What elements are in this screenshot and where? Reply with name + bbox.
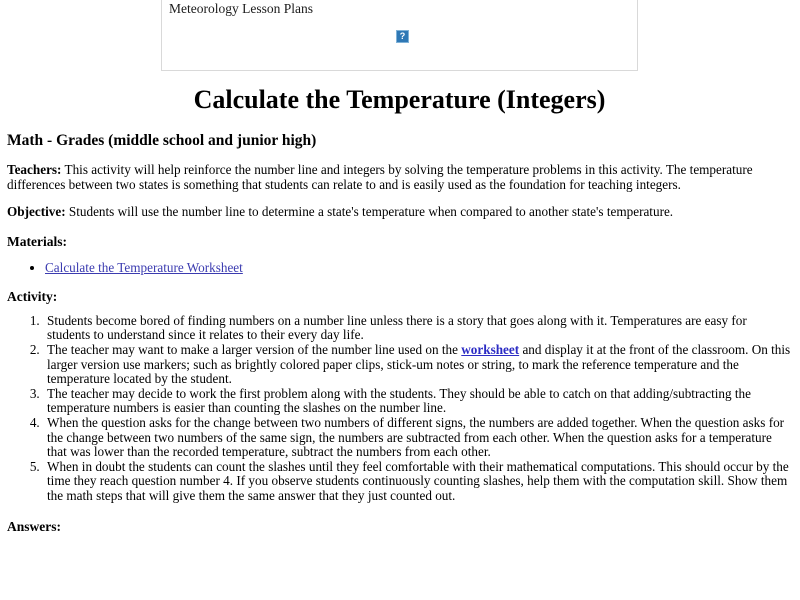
inline-worksheet-link[interactable]: worksheet (461, 341, 520, 357)
list-item (45, 260, 792, 275)
document-content (0, 71, 800, 535)
step-text-before: When the question asks for the change between two numbers of different signs, the numbers are added together. When the question asks for the change between two numbers of the same sign, the numbers are subtracted from each other. When the question asks for a temperature that was lower than the recorded temperature, subtract the numbers from each other. (47, 414, 785, 460)
site-title: Meteorology Lesson Plans (169, 1, 313, 16)
broken-image-icon: ? (396, 30, 409, 43)
materials-list (7, 260, 792, 275)
step-text-after: and display it at the front of the classroom. On this larger version use markers; such as brightly colored paper clips, stick-um notes or string, to mark the reference temperature and the temperature located by the student. (47, 341, 791, 387)
list-item (43, 460, 792, 504)
activity-heading: Activity: (7, 288, 58, 304)
answers-heading: Answers: (7, 518, 61, 534)
teachers-label: Teachers: (7, 162, 62, 177)
list-item (43, 387, 792, 416)
materials-heading: Materials: (7, 233, 67, 249)
step-text-before: Students become bored of finding numbers on a number line unless there is a story that goes along with it. Temperatures are easy for students to understand since it relates to their every day life. (47, 312, 747, 343)
objective-label: Objective: (7, 204, 66, 220)
step-text-before: The teacher may want to make a larger version of the number line used on the (47, 341, 462, 357)
worksheet-link[interactable]: Calculate the Temperature Worksheet (45, 259, 243, 275)
step-text-before: When in doubt the students can count the slashes until they feel comfortable with their mathematical computations. This should occur by the time they reach question number 4. If you observe students continuously counting slashes, help them with the computation skill. Show them the math steps that will give them the same answer that they just counted out. (47, 458, 789, 503)
list-item (43, 416, 792, 460)
page-title: Calculate the Temperature (Integers) (193, 85, 606, 114)
objective-paragraph (7, 205, 792, 220)
step-text-before: The teacher may decide to work the first problem along with the students. They should be able to catch on that adding/subtracting the temperature numbers is easier than counting the slashes on the number line. (47, 385, 751, 416)
list-item (43, 343, 792, 387)
activity-list (7, 314, 792, 504)
teachers-paragraph (7, 163, 792, 192)
list-item (43, 314, 792, 343)
site-header-frame (161, 0, 638, 71)
page-subtitle: Math - Grades (middle school and junior high) (7, 132, 317, 149)
teachers-text: This activity will help reinforce the number line and integers by solving the temperature problems in this activity. The temperature differences between two states is something that students can relate to and is easily used as the foundation for teaching integers. (7, 162, 753, 192)
objective-text: Students will use the number line to determine a state's temperature when compared to another state's temperature. (65, 204, 674, 220)
